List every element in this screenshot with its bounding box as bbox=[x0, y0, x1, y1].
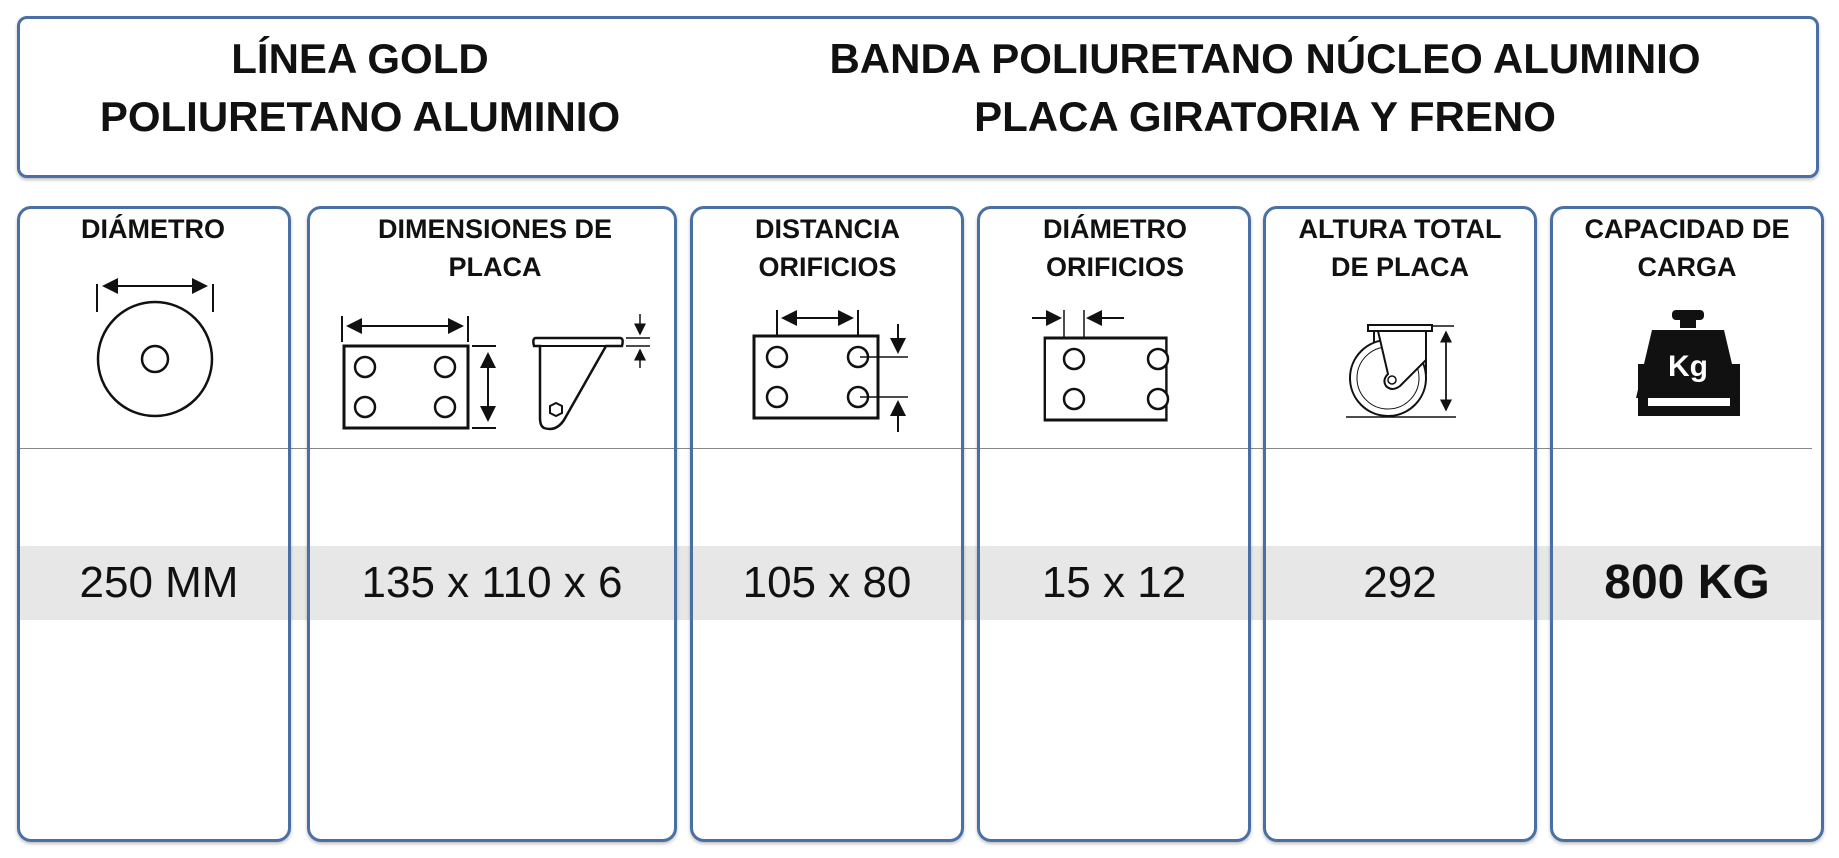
product-line-name: LÍNEA GOLD bbox=[231, 35, 489, 82]
spec-column-hole-distance bbox=[690, 206, 964, 842]
column-label-total-height: ALTURA TOTAL DE PLACA bbox=[1298, 214, 1502, 282]
value-load-capacity: 800 KG bbox=[1604, 556, 1770, 609]
column-label-load-capacity: CAPACIDAD DE CARGA bbox=[1584, 214, 1790, 282]
value-hole-diameter: 15 x 12 bbox=[1041, 558, 1187, 607]
value-hole-distance: 105 x 80 bbox=[742, 558, 912, 607]
wheel-diameter-icon bbox=[90, 272, 220, 422]
hole-diameter-icon bbox=[1028, 306, 1198, 436]
hole-distance-icon bbox=[748, 306, 918, 436]
spec-column-plate-dimensions bbox=[307, 206, 677, 842]
total-height-icon bbox=[1336, 316, 1466, 426]
column-label-plate-dimensions: DIMENSIONES DE PLACA bbox=[377, 214, 613, 282]
plate-dimensions-icon bbox=[336, 310, 656, 435]
weight-kg-icon bbox=[1636, 308, 1742, 422]
column-label-diameter: DIÁMETRO bbox=[81, 214, 225, 244]
weight-kg-label: Kg bbox=[1668, 350, 1708, 383]
spec-column-load-capacity bbox=[1550, 206, 1824, 842]
value-diameter: 250 MM bbox=[79, 558, 239, 607]
product-band-type: BANDA POLIURETANO NÚCLEO ALUMINIO bbox=[829, 35, 1701, 82]
spec-column-total-height bbox=[1263, 206, 1537, 842]
spec-column-hole-diameter bbox=[977, 206, 1251, 842]
column-label-hole-diameter: DIÁMETRO ORIFICIOS bbox=[1043, 214, 1187, 282]
value-total-height: 292 bbox=[1363, 558, 1437, 607]
product-plate-type: PLACA GIRATORIA Y FRENO bbox=[974, 93, 1556, 140]
value-plate-dimensions: 135 x 110 x 6 bbox=[361, 558, 623, 607]
product-line-title bbox=[60, 30, 660, 146]
product-material: POLIURETANO ALUMINIO bbox=[99, 93, 621, 140]
product-description bbox=[790, 30, 1740, 146]
column-label-hole-distance: DISTANCIA ORIFICIOS bbox=[755, 214, 900, 282]
